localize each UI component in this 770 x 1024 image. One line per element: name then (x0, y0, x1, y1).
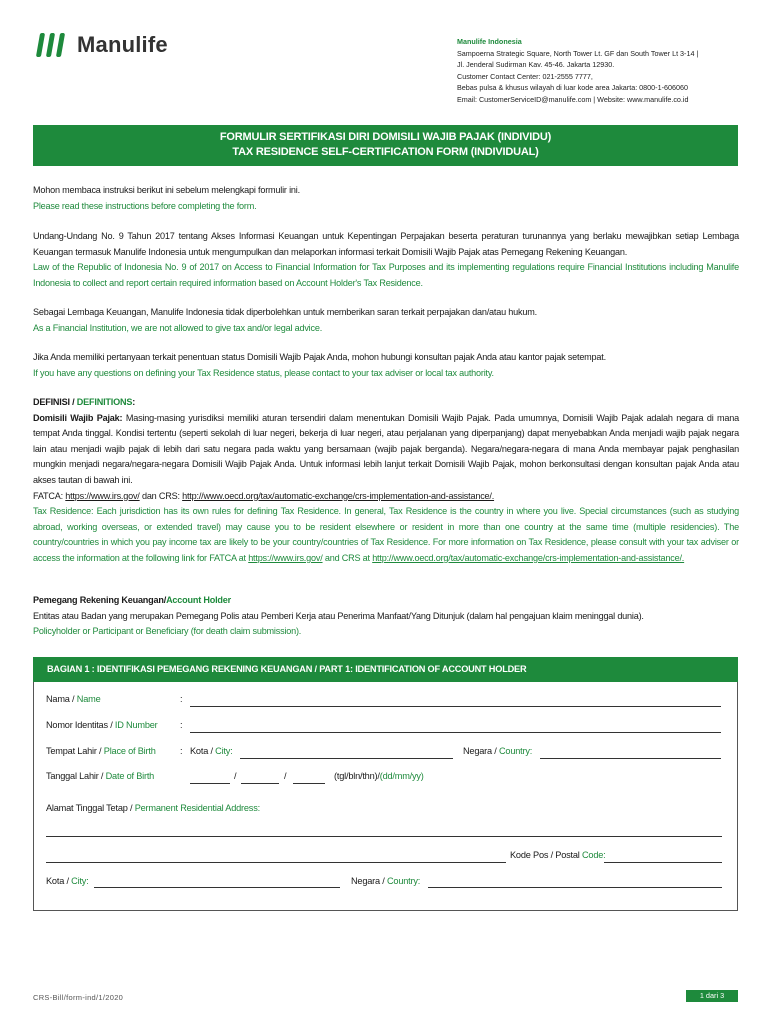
birth-country-field[interactable] (540, 758, 721, 759)
birthplace-label: Tempat Lahir / Place of Birth (46, 746, 156, 756)
address-line: Sampoerna Strategic Square, North Tower Lt. GF dan South Tower Lt 3-14 | (457, 48, 699, 58)
birth-city-field[interactable] (240, 758, 453, 759)
address-country-label: Negara / Country: (351, 876, 421, 886)
law-en: Law of the Republic of Indonesia No. 9 of 2017 on Access to Financial Information for Tax Purposes and its implementing regulations require Financial Institutions including Manulife Indonesia to collect and report certain required information based on Account Holder's Tax Residence. (33, 262, 739, 288)
id-number-colon: : (180, 720, 183, 730)
form-title (33, 125, 738, 166)
contact-line: Bebas pulsa & khusus wilayah di luar kode area Jakarta: 0800-1-606060 (457, 83, 688, 93)
birth-country-label: Negara / Country: (463, 746, 533, 756)
law-id: Undang-Undang No. 9 Tahun 2017 tentang Akses Informasi Keuangan untuk Kepentingan Perpajakan beserta peraturan turunannya yang berlaku mewajibkan setiap Lembaga Keuangan termasuk Manulife Indonesia untuk mengumpulkan dan melaporkan informasi terkait Domisili Wajib Pajak atas Pemegang Rekening Keuangan. (33, 231, 739, 257)
address-line-1[interactable] (46, 836, 722, 837)
id-number-field[interactable] (190, 732, 721, 733)
account-holder-heading: Pemegang Rekening Keuangan/Account Holder (33, 595, 231, 605)
definition-en: Tax Residence: Each jurisdiction has its own rules for defining Tax Residence. In general, Tax Residence is the country in where you live. Special circumstances (such as studying abroad, working overseas, or extended travel) may cause you to be resident elsewhere or resident in more than one country at the same time (multiple residencies). The country/countries in which you pay income tax are likely to be your country/countries of Tax Residence. For more information on Tax Residence, please consult with your tax adviser or access the information at the following link for FATCA at https://www.irs.gov/ and CRS at http://www.oecd.org/tax/automatic-exchange/crs-implementation-and-assistance/. (33, 506, 739, 563)
id-number-label: Nomor Identitas / ID Number (46, 720, 158, 730)
crs-link-en[interactable]: http://www.oecd.org/tax/automatic-exchange/crs-implementation-and-assistance/. (372, 552, 685, 563)
logo-text: Manulife (77, 32, 168, 57)
advice-id: Sebagai Lembaga Keuangan, Manulife Indonesia tidak diperbolehkan untuk memberikan saran terkait perpajakan dan/atau hukum. (33, 307, 537, 317)
definition-id: Domisili Wajib Pajak: Masing-masing yurisdiksi memiliki aturan tersendiri dalam menentukan Domisili Wajib Pajak. Pada umumnya, Domisili Wajib Pajak adalah negara di mana tempat Anda tinggal. Kondisi tertentu (seperti sekolah di luar negeri, bekerja di luar negeri, atau perjalanan yang diperpanjang) dapat menyebabkan Anda menjadi wajib pajak negara lain atau menjadi wajib pajak di lebih dari satu negara pada waktu yang bersamaan (wajib pajak berganda). Negara/negara-negara di mana Anda membayar pajak penghasilan mungkin menjadi negara/negara-negara Domisili Wajib Pajak Anda. Untuk informasi lebih lanjut terkait Domisili Wajib Pajak, mohon berkonsultasi dengan konsultan pajak Anda atau akses tautan di bawah ini. (33, 412, 739, 485)
name-colon: : (180, 694, 183, 704)
address-country-field[interactable] (428, 887, 722, 888)
manulife-logo (38, 30, 168, 60)
postal-code-label: Kode Pos / Postal Code: (510, 850, 606, 860)
account-holder-section (33, 593, 739, 640)
company-name: Manulife Indonesia (457, 37, 522, 46)
crs-link[interactable]: http://www.oecd.org/tax/automatic-exchange/crs-implementation-and-assistance/. (182, 490, 495, 501)
definitions-section (33, 395, 739, 567)
birth-month-field[interactable] (241, 783, 279, 784)
birthplace-colon: : (180, 746, 183, 756)
fatca-link-en[interactable]: https://www.irs.gov/ (248, 552, 323, 563)
law-paragraph (33, 229, 739, 291)
birth-day-field[interactable] (190, 783, 230, 784)
address-city-field[interactable] (94, 887, 340, 888)
advice-paragraph (33, 305, 739, 336)
postal-code-field[interactable] (604, 862, 722, 863)
part1-header: BAGIAN 1 : IDENTIFIKASI PEMEGANG REKENING KEUANGAN / PART 1: IDENTIFICATION OF ACCOUNT HOLDER (33, 657, 738, 682)
intro-instructions (33, 183, 739, 214)
address-line-2[interactable] (46, 862, 506, 863)
manulife-logo-icon (38, 33, 63, 57)
address-line: Jl. Jenderal Sudirman Kav. 45-46. Jakarta 12930. (457, 60, 615, 70)
definitions-heading: DEFINISI / DEFINITIONS: (33, 397, 136, 407)
intro-en: Please read these instructions before completing the form. (33, 200, 257, 211)
account-holder-en: Policyholder or Participant or Beneficiary (for death claim submission). (33, 626, 302, 637)
page-number: 1 dari 3 (686, 990, 738, 1002)
form-title-en: TAX RESIDENCE SELF-CERTIFICATION FORM (INDIVIDUAL) (232, 146, 539, 158)
birth-year-field[interactable] (293, 783, 325, 784)
company-info (457, 36, 698, 106)
date-slash: / (284, 771, 287, 781)
form-title-id: FORMULIR SERTIFIKASI DIRI DOMISILI WAJIB PAJAK (INDIVIDU) (219, 131, 552, 143)
birth-city-label: Kota / City: (190, 746, 233, 756)
birthdate-label: Tanggal Lahir / Date of Birth (46, 771, 155, 781)
date-slash: / (234, 771, 237, 781)
name-field[interactable] (190, 706, 721, 707)
intro-id: Mohon membaca instruksi berikut ini sebelum melengkapi formulir ini. (33, 185, 300, 195)
questions-id: Jika Anda memiliki pertanyaan terkait penentuan status Domisili Wajib Pajak Anda, mohon hubungi konsultan pajak Anda atau kantor pajak setempat. (33, 352, 606, 362)
address-label: Alamat Tinggal Tetap / Permanent Residential Address: (46, 803, 260, 813)
date-format-label: (tgl/bln/thn)/(dd/mm/yy) (334, 771, 424, 781)
definition-links-id: FATCA: https://www.irs.gov/ dan CRS: http://www.oecd.org/tax/automatic-exchange/crs-implementation-and-assistance/. (33, 490, 495, 501)
questions-en: If you have any questions on defining your Tax Residence status, please contact to your tax adviser or local tax authority. (33, 367, 494, 378)
questions-paragraph (33, 350, 739, 381)
form-code: CRS-Bill/form-ind/1/2020 (33, 993, 124, 1002)
contact-line: Customer Contact Center: 021-2555 7777, (457, 71, 593, 81)
address-city-label: Kota / City: (46, 876, 89, 886)
fatca-link[interactable]: https://www.irs.gov/ (65, 490, 140, 501)
part1-box (33, 657, 738, 911)
advice-en: As a Financial Institution, we are not allowed to give tax and/or legal advice. (33, 322, 323, 333)
contact-line: Email: CustomerServiceID@manulife.com | Website: www.manulife.co.id (457, 94, 689, 104)
account-holder-id: Entitas atau Badan yang merupakan Pemegang Polis atau Pemberi Kerja atau Penerima Manfaat/Yang Ditunjuk (dalam hal pengajuan klaim meninggal dunia). (33, 610, 644, 621)
name-label: Nama / Name (46, 694, 101, 704)
